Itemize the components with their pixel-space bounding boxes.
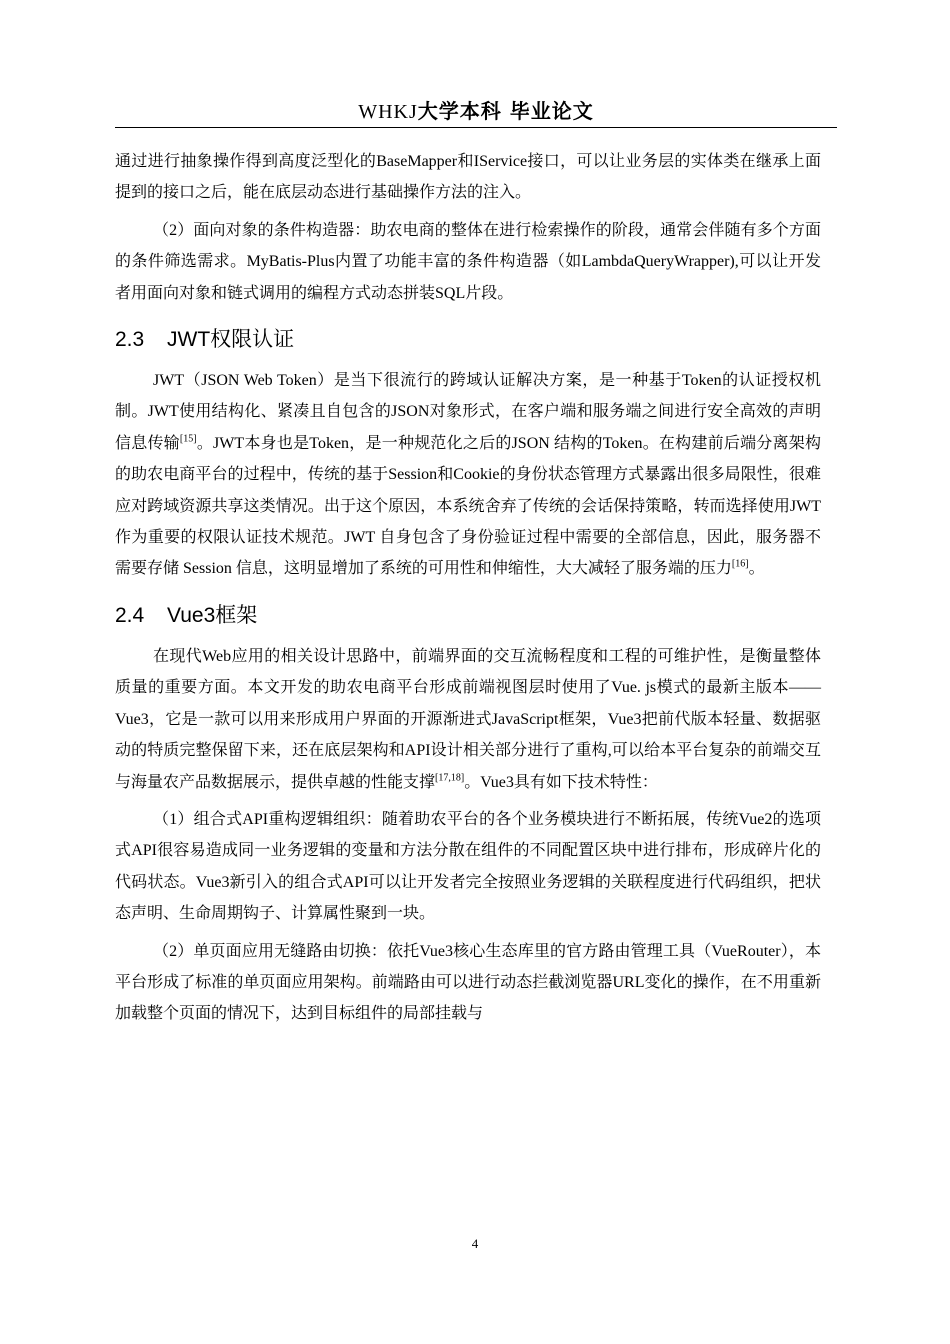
paragraph-continued: 通过进行抽象操作得到高度泛型化的BaseMapper和IService接口，可以让业务层的实体类在继承上面提到的接口之后，能在底层动态进行基础操作方法的注入。 xyxy=(115,153,821,202)
section-heading-2-4 xyxy=(115,600,821,632)
paragraph-vue3-part-1: 在现代Web应用的相关设计思路中，前端界面的交互流畅程度和工程的可维护性，是衡量整体质量的重要方面。本文开发的助农电商平台形成前端视图层时使用了Vue. js模式的最新主版本——Vue3，它是一款可以用来形成用户界面的开源渐进式JavaScript框架，Vue3把前代版本轻量、数据驱动的特质完整保留下来，还在底层架构和API设计相关部分进行了重构,可以给本平台复杂的前端交互与海量农产品数据展示，提供卓越的性能支撑 xyxy=(115,647,821,791)
section-number: 2.4 xyxy=(115,603,145,627)
paragraph-vue3-part-2: 。Vue3具有如下技术特性： xyxy=(464,773,658,791)
citation-16: [16] xyxy=(731,559,749,571)
paragraph-composition-api: （1）组合式API重构逻辑组织：随着助农平台的各个业务模块进行不断拓展，传统Vue2的选项式API很容易造成同一业务逻辑的变量和方法分散在组件的不同配置区块中进行排布，形成碎片化的代码状态。Vue3新引入的组合式API可以让开发者完全按照业务逻辑的关联程度进行代码组织，把状态声明、生命周期钩子、计算属性聚到一块。 xyxy=(115,810,821,923)
paragraph-vue-router: （2）单页面应用无缝路由切换：依托Vue3核心生态库里的官方路由管理工具（VueRouter），本平台形成了标准的单页面应用架构。前端路由可以进行动态拦截浏览器URL变化的操作，在不用重新加载整个页面的情况下，达到目标组件的局部挂载与 xyxy=(115,942,821,1023)
page-body xyxy=(115,146,821,1030)
paragraph-jwt xyxy=(115,365,821,585)
citation-17-18: [17,18] xyxy=(435,772,465,784)
paragraph-vue3-intro xyxy=(115,641,821,798)
paragraph-condition-builder: （2）面向对象的条件构造器：助农电商的整体在进行检索操作的阶段，通常会伴随有多个方面的条件筛选需求。MyBatis-Plus内置了功能丰富的条件构造器（如LambdaQueryWrapper),可以让开发者用面向对象和链式调用的编程方式动态拼装SQL片段。 xyxy=(115,221,821,302)
citation-15: [15] xyxy=(179,433,197,445)
header-latin: WHKJ xyxy=(358,101,418,123)
section-title: Vue3框架 xyxy=(167,603,258,627)
section-heading-2-3 xyxy=(115,324,821,356)
section-title: JWT权限认证 xyxy=(167,328,295,352)
paragraph-jwt-part-3: 。 xyxy=(748,560,765,578)
header-title: 大学本科 毕业论文 xyxy=(417,99,594,123)
paragraph-jwt-part-2: 。JWT本身也是Token，是一种规范化之后的JSON 结构的Token。在构建前后端分离架构的助农电商平台的过程中，传统的基于Session和Cookie的身份状态管理方式暴露出很多局限性，很难应对跨域资源共享这类情况。出于这个原因，本系统舍弃了传统的会话保持策略，转而选择使用JWT作为重要的权限认证技术规范。JWT 自身包含了身份验证过程中需要的全部信息，因此，服务器不需要存储 Session 信息，这明显增加了系统的可用性和伸缩性，大大减轻了服务端的压力 xyxy=(115,434,821,578)
paragraph-jwt-part-1: JWT（JSON Web Token）是当下很流行的跨域认证解决方案，是一种基于Token的认证授权机制。JWT使用结构化、紧凑且自包含的JSON对象形式，在客户端和服务端之间进行安全高效的声明信息传输 xyxy=(115,372,821,452)
page-number: 4 xyxy=(471,1236,479,1251)
header-rule xyxy=(115,127,837,128)
section-number: 2.3 xyxy=(115,328,145,352)
page-header xyxy=(115,96,837,128)
